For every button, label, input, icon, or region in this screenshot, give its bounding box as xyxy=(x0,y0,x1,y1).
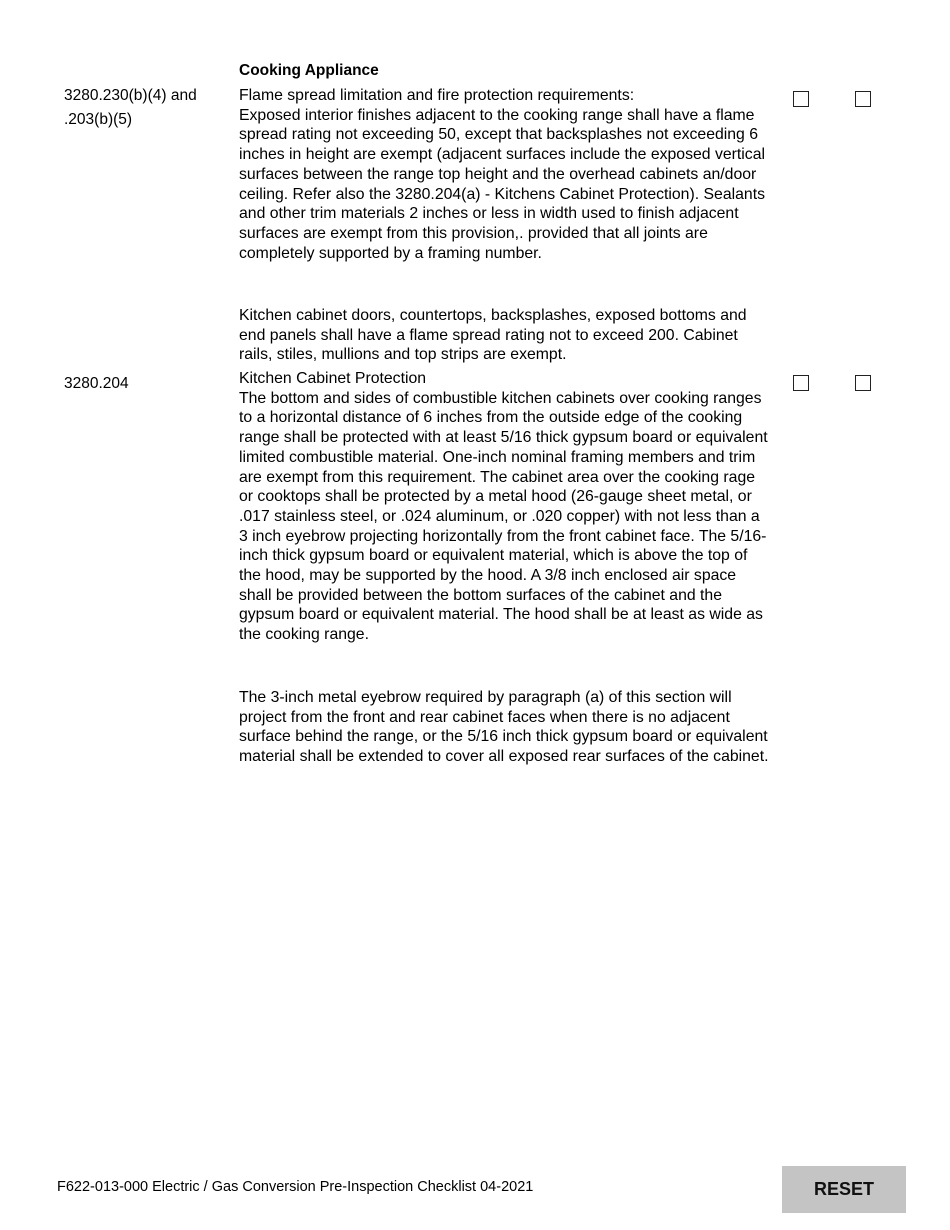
item-text xyxy=(239,86,769,263)
item-body: The bottom and sides of combustible kitchen cabinets over cooking ranges to a horizontal distance of 6 inches from the outside edge of the cooking range shall be protected with at least 5/16 thick gypsum board or equivalent limited combustible material. One-inch nominal framing members and trim are exempt from this requirement. The cabinet area over the cooking rage or cooktops shall be protected by a metal hood (26-gauge sheet metal, or .017 stainless steel, or .024 aluminum, or .020 copper) with not less than a 3 inch eyebrow projecting horizontally from the front cabinet face. The 5/16-inch thick gypsum board or equivalent material, which is above the top of the hood, may be supported by the hood. A 3/8 inch enclosed air space shall be provided between the bottom surfaces of the cabinet and the gypsum board or equivalent material. The hood shall be at least as wide as the cooking range. xyxy=(239,389,768,644)
noncompliant-checkbox[interactable] xyxy=(855,375,871,391)
regulation-code: 3280.204 xyxy=(64,375,129,392)
item-note-text: Kitchen cabinet doors, countertops, backsplashes, exposed bottoms and end panels shall have a flame spread rating not to exceed 200. Cabinet rails, stiles, mullions and top strips are exempt. xyxy=(239,307,747,364)
section-title: Cooking Appliance xyxy=(239,62,379,79)
item-note xyxy=(239,688,769,767)
item-body: Exposed interior finishes adjacent to the cooking range shall have a flame spread rating not exceeding 50, except that backsplashes not exceeding 6 inches in height are exempt (adjacent surfaces include the exposed vertical surfaces between the range top height and the overhead cabinets an/door ceiling. Refer also the 3280.204(a) - Kitchens Cabinet Protection). Sealants and other trim materials 2 inches or less in width used to finish adjacent surfaces are exempt from this provision,. provided that all joints are completely supported by a framing number. xyxy=(239,106,765,262)
item-heading: Kitchen Cabinet Protection xyxy=(239,370,427,387)
reset-button[interactable]: RESET xyxy=(782,1166,906,1213)
item-heading: Flame spread limitation and fire protection requirements: xyxy=(239,87,635,104)
regulation-code: 3280.230(b)(4) and .203(b)(5) xyxy=(64,87,197,128)
compliant-checkbox[interactable] xyxy=(793,91,809,107)
noncompliant-checkbox[interactable] xyxy=(855,91,871,107)
compliant-checkbox[interactable] xyxy=(793,375,809,391)
item-text xyxy=(239,369,769,645)
item-note-text: The 3-inch metal eyebrow required by paragraph (a) of this section will project from the front and rear cabinet faces when there is no adjacent surface behind the range, or the 5/16 inch thick gypsum board or equivalent material shall be extended to cover all exposed rear surfaces of the cabinet. xyxy=(239,689,769,766)
form-identifier: F622-013-000 Electric / Gas Conversion Pre-Inspection Checklist 04-2021 xyxy=(57,1179,534,1195)
item-note xyxy=(239,306,769,365)
